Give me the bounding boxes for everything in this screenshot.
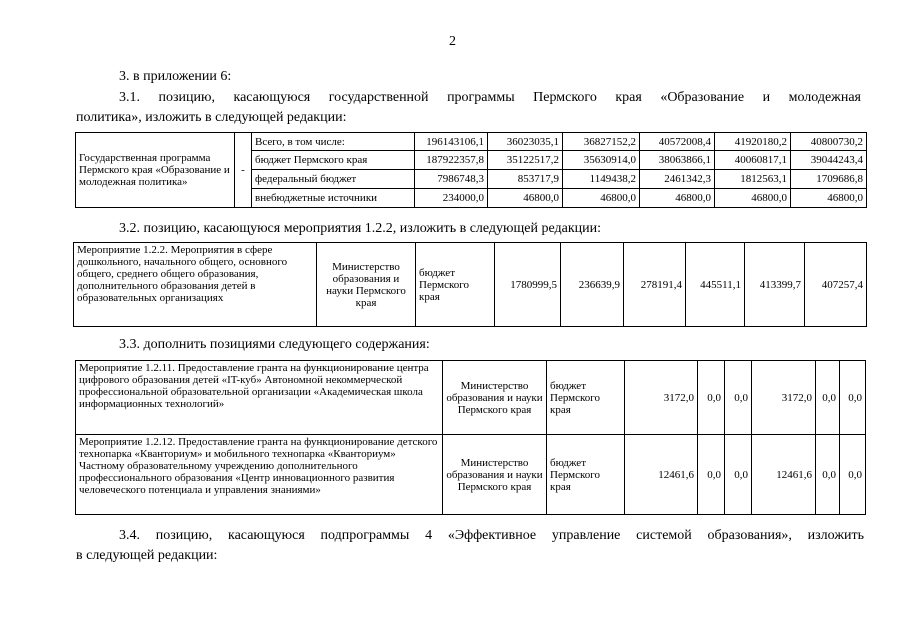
program-dash: - xyxy=(235,133,252,208)
value-cell: 196143106,1 xyxy=(415,133,488,151)
program-name: Государственная программа Пермского края «Образование и молодежная политика» xyxy=(76,133,235,208)
value-cell: 445511,1 xyxy=(686,243,745,327)
page-number: 2 xyxy=(449,34,456,49)
value-cell: 234000,0 xyxy=(415,189,488,208)
measure-name: Мероприятие 1.2.11. Предоставление гранта на функционирование центра цифрового образования детей «IT-куб» Автономной некоммерческой профессиональной образовательной организации «Академическая школа информационных технологий» xyxy=(76,361,443,435)
value-cell: 0,0 xyxy=(840,435,866,515)
value-cell: 12461,6 xyxy=(625,435,698,515)
table-row xyxy=(76,435,866,515)
value-cell: 41920180,2 xyxy=(715,133,791,151)
value-cell: 39044243,4 xyxy=(791,151,867,170)
value-cell: 46800,0 xyxy=(640,189,715,208)
row-label: федеральный бюджет xyxy=(252,170,415,189)
table-new-measures xyxy=(75,360,866,515)
table-measure-1-2-2 xyxy=(73,242,867,327)
source-cell: бюджет Пермского края xyxy=(547,435,625,515)
value-cell: 1780999,5 xyxy=(495,243,561,327)
value-cell: 38063866,1 xyxy=(640,151,715,170)
table-row xyxy=(74,243,867,327)
value-cell: 46800,0 xyxy=(791,189,867,208)
value-cell: 12461,6 xyxy=(752,435,816,515)
value-cell: 0,0 xyxy=(816,435,840,515)
value-cell: 0,0 xyxy=(816,361,840,435)
source-cell: бюджет Пермского края xyxy=(547,361,625,435)
section-3-1-line1: 3.1. позицию, касающуюся государственной программы Пермского края «Образование и молодежная xyxy=(119,90,861,105)
value-cell: 35122517,2 xyxy=(488,151,563,170)
value-cell: 2461342,3 xyxy=(640,170,715,189)
value-cell: 36827152,2 xyxy=(563,133,640,151)
table-row xyxy=(76,361,866,435)
value-cell: 46800,0 xyxy=(563,189,640,208)
measure-name: Мероприятие 1.2.2. Мероприятия в сфере дошкольного, начального общего, основного общего, среднего общего образования, дополнительного образования детей в образовательных организациях xyxy=(74,243,317,327)
section-3-4-line1: 3.4. позицию, касающуюся подпрограммы 4 «Эффективное управление системой образования», изложить xyxy=(119,528,864,543)
value-cell: 1149438,2 xyxy=(563,170,640,189)
value-cell: 46800,0 xyxy=(715,189,791,208)
value-cell: 187922357,8 xyxy=(415,151,488,170)
value-cell: 7986748,3 xyxy=(415,170,488,189)
value-cell: 407257,4 xyxy=(805,243,867,327)
value-cell: 413399,7 xyxy=(745,243,805,327)
ministry-cell: Министерство образования и науки Пермского края xyxy=(443,361,547,435)
value-cell: 0,0 xyxy=(725,435,752,515)
value-cell: 46800,0 xyxy=(488,189,563,208)
row-label: внебюджетные источники xyxy=(252,189,415,208)
table-program xyxy=(75,132,867,208)
section-3-2-heading: 3.2. позицию, касающуюся мероприятия 1.2.2, изложить в следующей редакции: xyxy=(119,221,602,236)
measure-name: Мероприятие 1.2.12. Предоставление гранта на функционирование детского технопарка «Кванториум» и мобильного технопарка «Кванториум» Частному образовательному учреждению дополнительного профессионального образования «Центр инновационного развития человеческого потенциала и управления знаниями» xyxy=(76,435,443,515)
ministry-cell: Министерство образования и науки Пермского края xyxy=(443,435,547,515)
ministry-cell: Министерство образования и науки Пермского края xyxy=(317,243,416,327)
value-cell: 3172,0 xyxy=(752,361,816,435)
value-cell: 0,0 xyxy=(698,435,725,515)
value-cell: 278191,4 xyxy=(624,243,686,327)
value-cell: 40800730,2 xyxy=(791,133,867,151)
value-cell: 40572008,4 xyxy=(640,133,715,151)
value-cell: 0,0 xyxy=(698,361,725,435)
row-label: бюджет Пермского края xyxy=(252,151,415,170)
value-cell: 853717,9 xyxy=(488,170,563,189)
table-row xyxy=(76,133,867,151)
value-cell: 0,0 xyxy=(840,361,866,435)
section-3-4-line2: в следующей редакции: xyxy=(76,548,218,563)
value-cell: 40060817,1 xyxy=(715,151,791,170)
value-cell: 3172,0 xyxy=(625,361,698,435)
row-label: Всего, в том числе: xyxy=(252,133,415,151)
section-3-heading: 3. в приложении 6: xyxy=(119,69,232,84)
value-cell: 0,0 xyxy=(725,361,752,435)
section-3-3-heading: 3.3. дополнить позициями следующего содержания: xyxy=(119,337,430,352)
value-cell: 1812563,1 xyxy=(715,170,791,189)
source-cell: бюджет Пермского края xyxy=(416,243,495,327)
value-cell: 36023035,1 xyxy=(488,133,563,151)
value-cell: 236639,9 xyxy=(561,243,624,327)
value-cell: 1709686,8 xyxy=(791,170,867,189)
section-3-1-line2: политика», изложить в следующей редакции: xyxy=(76,110,347,125)
value-cell: 35630914,0 xyxy=(563,151,640,170)
